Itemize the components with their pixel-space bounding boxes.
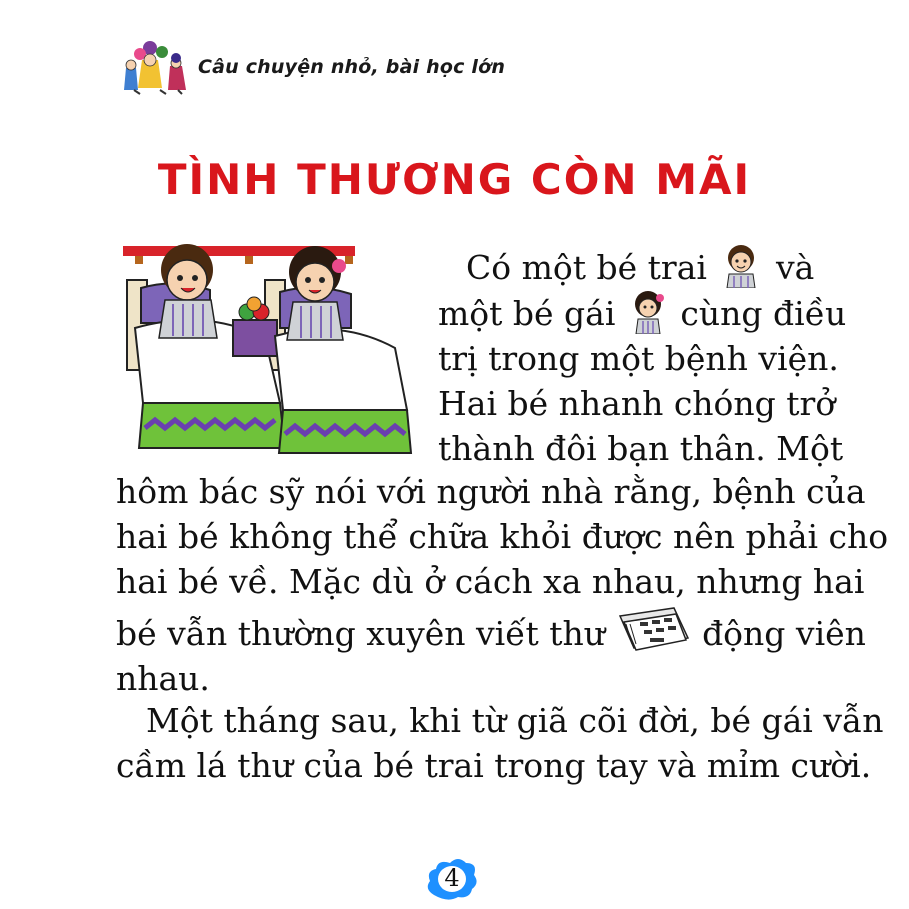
story-paragraph-2 <box>116 698 884 788</box>
story-title: TÌNH THƯƠNG CÒN MÃI <box>157 155 752 204</box>
text-line: Một tháng sau, khi từ giã cõi đời, bé gái vẫn <box>146 701 884 740</box>
text-line: một bé gái cùng điều <box>438 290 818 336</box>
girl-icon <box>626 290 670 334</box>
text-line: trị trong một bệnh viện. <box>438 339 839 378</box>
page-number: 4 <box>444 864 460 892</box>
boy-icon <box>717 244 765 288</box>
page-header <box>120 38 540 96</box>
text-line: hôm bác sỹ nói với người nhà rằng, bệnh của <box>116 472 866 511</box>
children-group-icon <box>120 38 192 96</box>
hospital-beds-illustration <box>115 228 415 463</box>
text-line: cầm lá thư của bé trai trong tay và mỉm cười. <box>116 746 872 785</box>
page-number-badge <box>424 855 480 901</box>
text-line: bé vẫn thường xuyên viết thư động viên <box>116 604 816 656</box>
text-line: nhau. <box>116 659 210 698</box>
text-line: Có một bé trai và <box>438 244 818 290</box>
text-line: hai bé về. Mặc dù ở cách xa nhau, nhưng hai <box>116 562 865 601</box>
text-line: thành đôi bạn thân. Một <box>438 429 844 468</box>
letter-icon <box>616 604 692 654</box>
story-paragraph-1-bottom <box>116 469 889 701</box>
text-line: hai bé không thể chữa khỏi được nên phải cho <box>116 517 889 556</box>
text-line: Hai bé nhanh chóng trở <box>438 384 836 423</box>
series-title: Câu chuyện nhỏ, bài học lớn <box>198 56 506 78</box>
story-paragraph-1-top <box>438 244 847 471</box>
